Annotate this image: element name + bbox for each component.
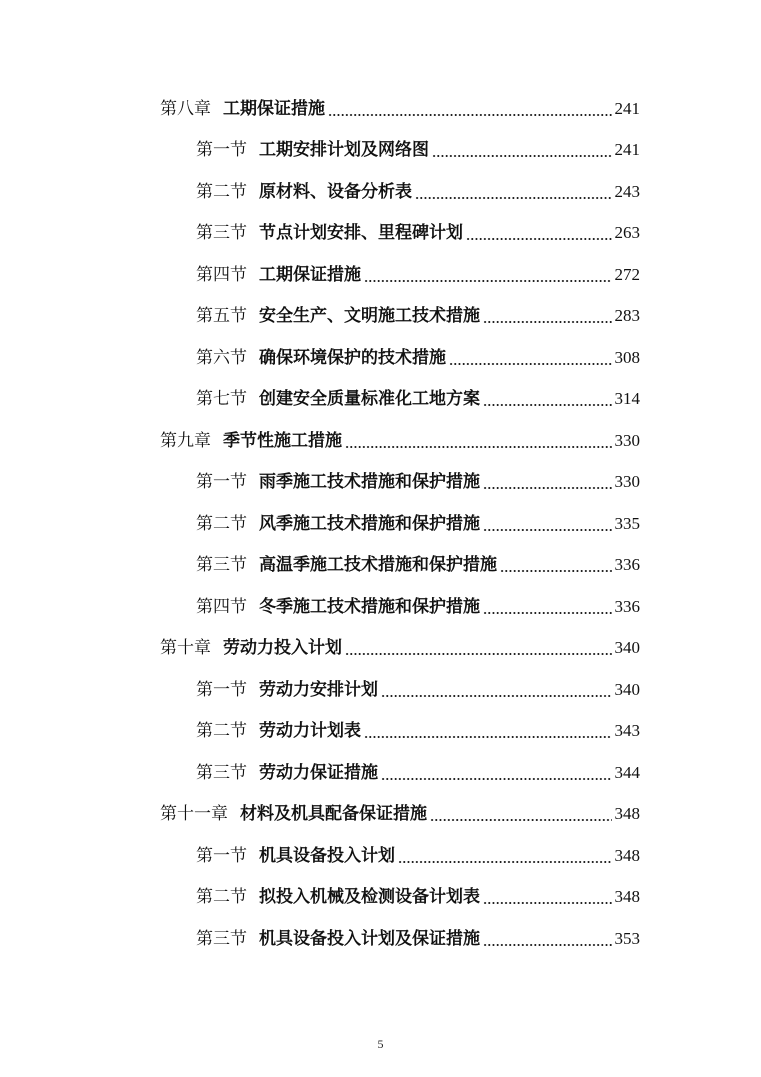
toc-entry-page: 336 (614, 555, 640, 575)
toc-entry-number: 第三节 (196, 762, 247, 783)
toc-dot-leader (328, 114, 612, 116)
toc-entry-number: 第四节 (196, 264, 247, 285)
toc-entry-number: 第三节 (196, 555, 247, 576)
toc-entry-page: 348 (614, 887, 640, 907)
toc-entry-number: 第二节 (196, 181, 247, 202)
toc-entry-title: 工期安排计划及网络图 (259, 140, 429, 161)
toc-dot-leader (483, 487, 612, 489)
toc-entry-title: 劳动力投入计划 (223, 638, 342, 659)
toc-entry-page: 353 (614, 928, 640, 948)
toc-dot-leader (483, 902, 612, 904)
toc-entry-chapter-9[interactable] (0, 420, 640, 462)
toc-entry-number: 第七节 (196, 389, 247, 410)
toc-entry-section[interactable] (0, 711, 640, 753)
toc-entry-title: 雨季施工技术措施和保护措施 (259, 472, 480, 493)
toc-dot-leader (415, 197, 612, 199)
toc-entry-number: 第一节 (196, 845, 247, 866)
toc-dot-leader (483, 321, 612, 323)
toc-entry-title: 劳动力安排计划 (259, 679, 378, 700)
toc-entry-number: 第十章 (160, 638, 211, 659)
toc-entry-number: 第六节 (196, 347, 247, 368)
toc-entry-number: 第十一章 (160, 804, 228, 825)
toc-entry-title: 工期保证措施 (223, 98, 325, 119)
toc-entry-page: 340 (614, 638, 640, 658)
toc-entry-section[interactable] (0, 586, 640, 628)
toc-entry-title: 机具设备投入计划及保证措施 (259, 928, 480, 949)
toc-entry-page: 263 (614, 223, 640, 243)
toc-entry-number: 第二节 (196, 887, 247, 908)
toc-entry-title: 高温季施工技术措施和保护措施 (259, 555, 497, 576)
toc-entry-title: 安全生产、文明施工技术措施 (259, 306, 480, 327)
toc-entry-section[interactable] (0, 752, 640, 794)
toc-entry-section[interactable] (0, 835, 640, 877)
toc-dot-leader (345, 446, 612, 448)
toc-entry-page: 241 (614, 140, 640, 160)
toc-dot-leader (345, 653, 612, 655)
toc-entry-section[interactable] (0, 296, 640, 338)
toc-entry-chapter-10[interactable] (0, 628, 640, 670)
toc-dot-leader (483, 404, 612, 406)
toc-entry-section[interactable] (0, 130, 640, 172)
toc-dot-leader (466, 238, 612, 240)
toc-entry-page: 308 (614, 347, 640, 367)
toc-entry-number: 第三节 (196, 928, 247, 949)
toc-entry-number: 第二节 (196, 721, 247, 742)
toc-dot-leader (432, 155, 612, 157)
toc-entry-page: 335 (614, 513, 640, 533)
toc-dot-leader (398, 861, 612, 863)
toc-entry-page: 283 (614, 306, 640, 326)
table-of-contents (0, 88, 761, 960)
toc-entry-title: 风季施工技术措施和保护措施 (259, 513, 480, 534)
toc-dot-leader (430, 819, 612, 821)
toc-entry-title: 节点计划安排、里程碑计划 (259, 223, 463, 244)
toc-entry-section[interactable] (0, 877, 640, 919)
toc-dot-leader (483, 944, 612, 946)
toc-entry-number: 第八章 (160, 98, 211, 119)
toc-entry-section[interactable] (0, 379, 640, 421)
toc-entry-title: 工期保证措施 (259, 264, 361, 285)
toc-dot-leader (381, 778, 612, 780)
toc-entry-page: 340 (614, 679, 640, 699)
toc-entry-number: 第一节 (196, 679, 247, 700)
toc-entry-number: 第四节 (196, 596, 247, 617)
toc-entry-section[interactable] (0, 337, 640, 379)
toc-entry-number: 第二节 (196, 513, 247, 534)
toc-entry-section[interactable] (0, 545, 640, 587)
toc-dot-leader (381, 695, 612, 697)
toc-dot-leader (364, 280, 612, 282)
toc-entry-page: 241 (614, 98, 640, 118)
toc-entry-page: 314 (614, 389, 640, 409)
toc-entry-page: 330 (614, 430, 640, 450)
toc-entry-title: 季节性施工措施 (223, 430, 342, 451)
toc-dot-leader (483, 529, 612, 531)
toc-entry-title: 冬季施工技术措施和保护措施 (259, 596, 480, 617)
toc-entry-title: 材料及机具配备保证措施 (240, 804, 427, 825)
toc-entry-section[interactable] (0, 503, 640, 545)
toc-entry-page: 330 (614, 472, 640, 492)
toc-entry-number: 第一节 (196, 472, 247, 493)
toc-dot-leader (364, 736, 612, 738)
toc-entry-page: 344 (614, 762, 640, 782)
toc-entry-section[interactable] (0, 669, 640, 711)
toc-entry-title: 创建安全质量标准化工地方案 (259, 389, 480, 410)
toc-dot-leader (449, 363, 612, 365)
toc-entry-section[interactable] (0, 462, 640, 504)
toc-dot-leader (483, 612, 612, 614)
toc-entry-section[interactable] (0, 171, 640, 213)
toc-entry-title: 劳动力计划表 (259, 721, 361, 742)
toc-entry-number: 第九章 (160, 430, 211, 451)
toc-entry-page: 272 (614, 264, 640, 284)
toc-entry-page: 243 (614, 181, 640, 201)
toc-entry-page: 348 (614, 845, 640, 865)
toc-entry-section[interactable] (0, 918, 640, 960)
toc-entry-page: 343 (614, 721, 640, 741)
toc-entry-number: 第一节 (196, 140, 247, 161)
toc-entry-chapter-8[interactable] (0, 88, 640, 130)
toc-entry-section[interactable] (0, 213, 640, 255)
toc-entry-section[interactable] (0, 254, 640, 296)
toc-entry-title: 拟投入机械及检测设备计划表 (259, 887, 480, 908)
toc-entry-number: 第三节 (196, 223, 247, 244)
toc-entry-title: 确保环境保护的技术措施 (259, 347, 446, 368)
page-number: 5 (377, 1037, 384, 1051)
toc-entry-page: 336 (614, 596, 640, 616)
toc-entry-title: 机具设备投入计划 (259, 845, 395, 866)
toc-entry-title: 劳动力保证措施 (259, 762, 378, 783)
toc-dot-leader (500, 570, 612, 572)
toc-entry-page: 348 (614, 804, 640, 824)
toc-entry-number: 第五节 (196, 306, 247, 327)
toc-entry-chapter-11[interactable] (0, 794, 640, 836)
toc-entry-title: 原材料、设备分析表 (259, 181, 412, 202)
